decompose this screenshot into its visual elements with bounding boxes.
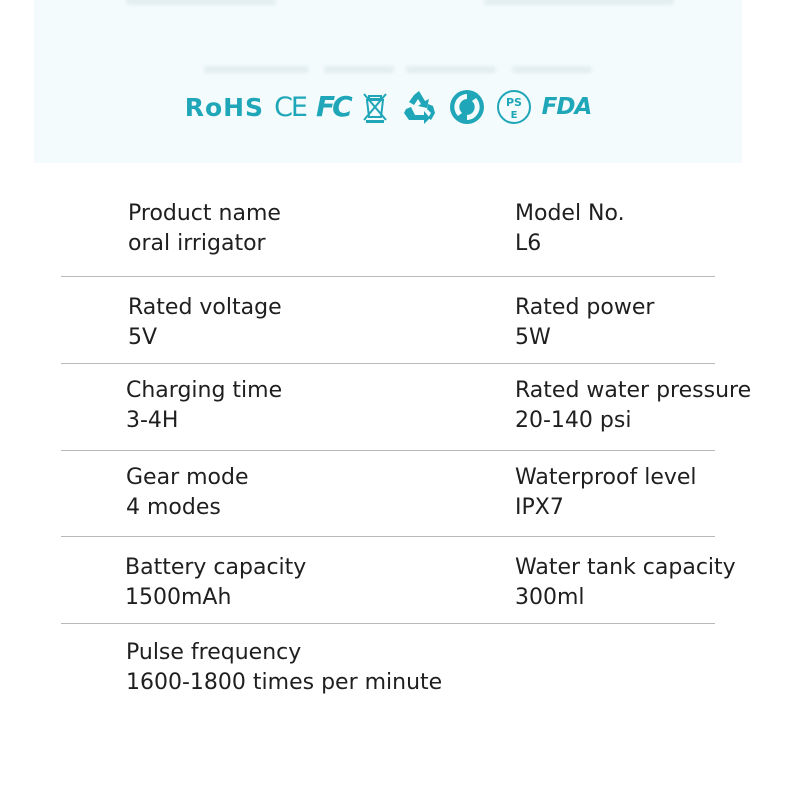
fc-mark: FC — [315, 90, 350, 123]
spec-rated-voltage — [128, 293, 282, 353]
blurred-text-line — [126, 0, 276, 5]
spec-value: 5W — [515, 325, 551, 350]
spec-value: 300ml — [515, 585, 585, 610]
spec-label: Waterproof level — [515, 465, 697, 490]
certification-marks — [34, 84, 742, 130]
recycle-icon — [400, 89, 438, 125]
spec-label: Rated power — [515, 295, 655, 320]
pse-icon — [496, 89, 532, 125]
spec-label: Gear mode — [126, 465, 249, 490]
spec-label: Pulse frequency — [126, 640, 302, 665]
spec-battery-capacity — [125, 553, 306, 613]
spec-model-no — [515, 199, 625, 259]
spec-rated-water-pressure — [515, 376, 751, 436]
spec-product-name — [128, 199, 281, 259]
green-dot-icon — [448, 88, 486, 126]
row-divider — [61, 450, 715, 451]
spec-value: 4 modes — [126, 495, 221, 520]
spec-label: Rated water pressure — [515, 378, 752, 403]
ce-mark: CE — [274, 91, 306, 123]
blurred-text-line — [204, 66, 309, 73]
spec-label: Product name — [128, 201, 281, 226]
spec-value: L6 — [515, 231, 542, 256]
rohs-mark: RoHS — [184, 92, 265, 122]
row-divider — [61, 363, 715, 364]
spec-charging-time — [126, 376, 282, 436]
spec-value: 1500mAh — [125, 585, 232, 610]
spec-water-tank-capacity — [515, 553, 736, 613]
blurred-text-line — [512, 66, 592, 73]
svg-text:PS: PS — [505, 96, 522, 109]
row-divider — [61, 623, 715, 624]
spec-label: Charging time — [126, 378, 283, 403]
spec-value: 1600-1800 times per minute — [126, 670, 443, 695]
spec-label: Battery capacity — [125, 555, 307, 580]
certification-banner — [34, 0, 742, 163]
blurred-text-line — [484, 0, 674, 5]
row-divider — [61, 276, 715, 277]
svg-text:E: E — [510, 110, 518, 121]
spec-value: 5V — [128, 325, 158, 350]
spec-label: Water tank capacity — [515, 555, 736, 580]
blurred-text-line — [406, 66, 496, 73]
spec-value: oral irrigator — [128, 231, 266, 256]
spec-value: 20-140 psi — [515, 408, 632, 433]
spec-gear-mode — [126, 463, 249, 523]
fda-mark: FDA — [541, 93, 592, 120]
spec-value: 3-4H — [126, 408, 179, 433]
blurred-text-line — [324, 66, 394, 73]
spec-label: Model No. — [515, 201, 625, 226]
spec-rated-power — [515, 293, 654, 353]
spec-label: Rated voltage — [128, 295, 282, 320]
spec-waterproof-level — [515, 463, 697, 523]
weee-bin-icon — [360, 89, 390, 125]
spec-pulse-frequency — [126, 638, 442, 698]
spec-value: IPX7 — [515, 495, 564, 520]
row-divider — [61, 536, 715, 537]
